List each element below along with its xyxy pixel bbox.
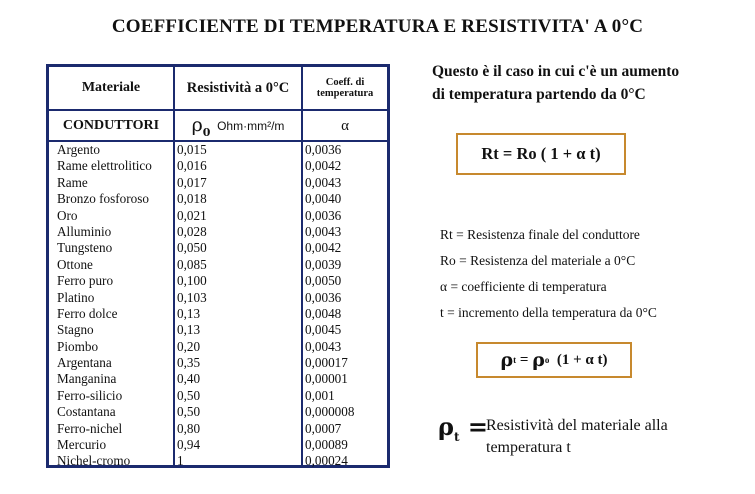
cell-coefficient: 0,00089 <box>305 437 348 453</box>
table-row <box>49 404 387 420</box>
definition-alpha: α = coefficiente di temperatura <box>440 279 607 294</box>
table-row <box>49 257 387 273</box>
cell-material: Costantana <box>57 404 116 420</box>
cell-material: Ferro puro <box>57 273 114 289</box>
cell-resistivity: 0,100 <box>177 273 207 289</box>
table-row <box>49 371 387 387</box>
definition-t: t = incremento della temperatura da 0°C <box>440 305 657 320</box>
cell-material: Piombo <box>57 338 99 354</box>
header-material: Materiale <box>81 80 141 95</box>
section-alpha: α <box>341 117 349 134</box>
table-row <box>49 306 387 322</box>
table-row <box>49 453 387 469</box>
table-row <box>49 240 387 256</box>
cell-resistivity: 0,015 <box>177 142 207 157</box>
cell-resistivity: 0,050 <box>177 240 207 256</box>
cell-coefficient: 0,0043 <box>305 338 342 354</box>
cell-material: Ferro-silicio <box>57 387 123 403</box>
cell-coefficient: 0,0045 <box>305 322 342 338</box>
definition-rt: Rt = Resistenza finale del conduttore <box>440 227 640 242</box>
cell-material: Manganina <box>57 371 117 387</box>
cell-resistivity: 0,35 <box>177 355 201 371</box>
cell-material: Ferro dolce <box>57 305 118 321</box>
cell-material: Nichel-cromo <box>57 453 131 469</box>
formula-box-rt: Rt = Ro ( 1 + α t) <box>456 133 626 175</box>
cell-resistivity: 0,40 <box>177 371 201 387</box>
table-row <box>49 290 387 306</box>
cell-material: Rame <box>57 174 88 190</box>
cell-material: Tungsteno <box>57 240 113 256</box>
cell-resistivity: 0,028 <box>177 223 207 239</box>
page-title: COEFFICIENTE DI TEMPERATURA E RESISTIVITA' A 0°C <box>111 16 644 37</box>
cell-material: Bronzo fosforoso <box>57 191 149 207</box>
cell-coefficient: 0,0042 <box>305 158 342 174</box>
cell-material: Argentana <box>57 355 112 371</box>
table-row <box>49 437 387 453</box>
table-row <box>49 224 387 240</box>
cell-coefficient: 0,0036 <box>305 142 342 157</box>
table-row <box>49 339 387 355</box>
header-coefficient: Coeff. di temperatura <box>316 77 374 99</box>
rho-zero-symbol: $\rho_0$ <box>191 113 211 139</box>
table-row <box>49 355 387 371</box>
cell-resistivity: 1 <box>177 453 184 469</box>
cell-coefficient: 0,0048 <box>305 305 342 321</box>
cell-coefficient: 0,0050 <box>305 273 342 289</box>
cell-resistivity: 0,103 <box>177 289 207 305</box>
cell-coefficient: 0,0040 <box>305 191 342 207</box>
cell-material: Alluminio <box>57 223 112 239</box>
table-row <box>49 208 387 224</box>
section-conduttori: CONDUTTORI <box>62 118 160 133</box>
cell-coefficient: 0,00024 <box>305 453 348 469</box>
resistivity-table <box>46 64 390 468</box>
cell-coefficient: 0,0007 <box>305 420 342 436</box>
cell-resistivity: 0,94 <box>177 437 201 453</box>
cell-resistivity: 0,13 <box>177 322 201 338</box>
cell-material: Oro <box>57 207 78 223</box>
table-row <box>49 158 387 174</box>
rho-t-symbol: $\rho_t$ = <box>438 412 488 444</box>
cell-coefficient: 0,00017 <box>305 355 348 371</box>
cell-resistivity: 0,085 <box>177 256 207 272</box>
cell-coefficient: 0,001 <box>305 387 335 403</box>
cell-resistivity: 0,80 <box>177 420 201 436</box>
table-row <box>49 142 387 158</box>
cell-material: Argento <box>57 142 100 157</box>
cell-coefficient: 0,0036 <box>305 289 342 305</box>
table-body <box>49 142 387 470</box>
cell-coefficient: 0,0039 <box>305 256 342 272</box>
cell-material: Stagno <box>57 322 94 338</box>
cell-resistivity: 0,20 <box>177 338 201 354</box>
cell-material: Ferro-nichel <box>57 420 123 436</box>
cell-material: Platino <box>57 289 95 305</box>
table-row <box>49 322 387 338</box>
table-row <box>49 191 387 207</box>
cell-material: Rame elettrolitico <box>57 158 152 174</box>
table-row <box>49 388 387 404</box>
cell-material: Mercurio <box>57 437 107 453</box>
cell-resistivity: 0,50 <box>177 387 201 403</box>
cell-coefficient: 0,000008 <box>305 404 355 420</box>
header-resistivity: Resistività a 0°C <box>186 79 290 96</box>
table-row <box>49 421 387 437</box>
cell-coefficient: 0,00001 <box>305 371 348 387</box>
resistivity-unit: Ohm·mm²/m <box>217 119 285 133</box>
definition-ro: Ro = Resistenza del materiale a 0°C <box>440 253 636 268</box>
cell-resistivity: 0,018 <box>177 191 207 207</box>
cell-coefficient: 0,0042 <box>305 240 342 256</box>
table-row <box>49 273 387 289</box>
cell-coefficient: 0,0043 <box>305 174 342 190</box>
cell-resistivity: 0,017 <box>177 174 207 190</box>
cell-coefficient: 0,0043 <box>305 223 342 239</box>
rho-t-description: Resistività del materiale alla temperatura t <box>486 417 668 456</box>
cell-resistivity: 0,13 <box>177 305 201 321</box>
intro-text: Questo è il caso in cui c'è un aumento di temperatura partendo da 0°C <box>432 63 680 103</box>
cell-resistivity: 0,021 <box>177 207 207 223</box>
cell-resistivity: 0,50 <box>177 404 201 420</box>
cell-coefficient: 0,0036 <box>305 207 342 223</box>
formula-box-rho: ρ t = ρ o (1 + α t) <box>476 342 632 378</box>
cell-material: Ottone <box>57 256 93 272</box>
table-row <box>49 175 387 191</box>
definitions-list <box>440 222 657 326</box>
cell-resistivity: 0,016 <box>177 158 207 174</box>
section-rho-unit <box>175 111 301 141</box>
